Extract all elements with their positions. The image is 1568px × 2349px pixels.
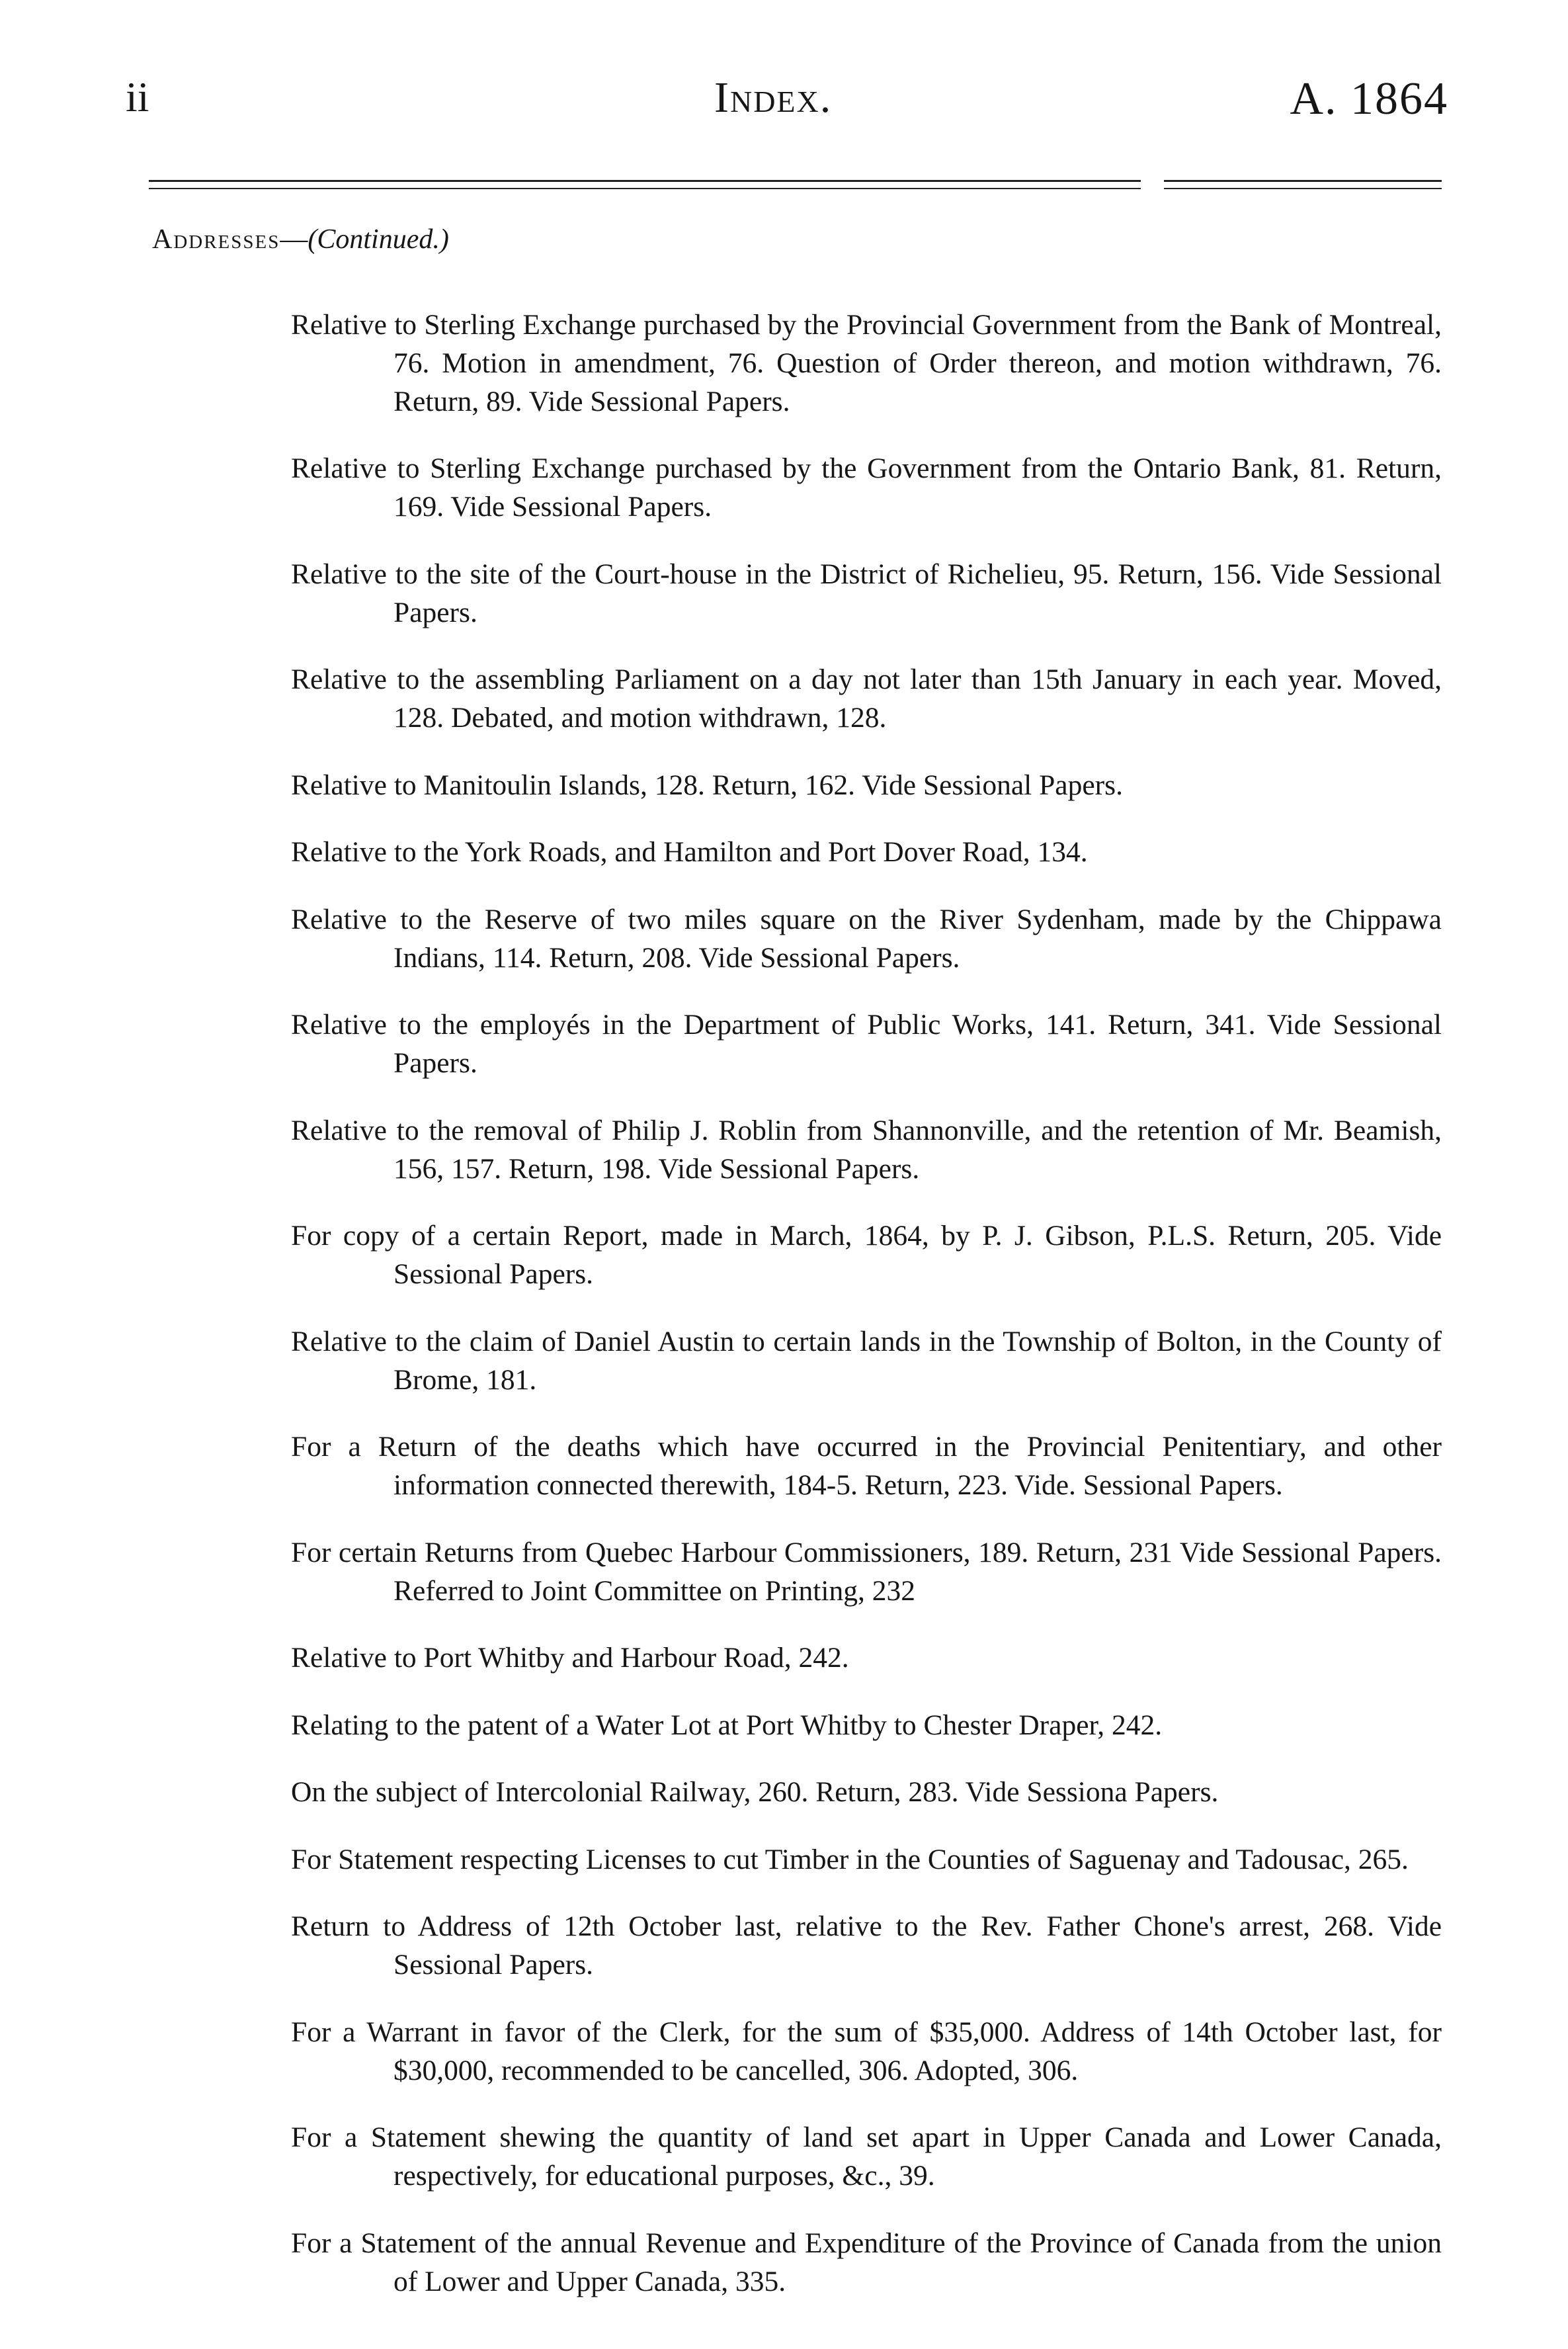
page-title: Index. bbox=[714, 73, 833, 122]
index-entry: Relative to the claim of Daniel Austin to certain lands in the Township of Bolton, in the County of Brome, 181. bbox=[291, 1325, 1442, 1396]
index-entry: Return to Address of 12th October last, relative to the Rev. Father Chone's arrest, 268. Vide Sessional Papers. bbox=[291, 1910, 1442, 1981]
index-entry: Relative to the Reserve of two miles square on the River Sydenham, made by the Chippawa Indians, 114. Return, 208. Vide Sessional Papers. bbox=[291, 903, 1442, 974]
index-entry: For a Statement shewing the quantity of land set apart in Upper Canada and Lower Canada, respectively, for educational purposes, &c., 39. bbox=[291, 2121, 1442, 2192]
index-entry: Relative to Manitoulin Islands, 128. Return, 162. Vide Sessional Papers. bbox=[291, 769, 1123, 801]
index-entries bbox=[291, 277, 1442, 2324]
index-entry: For copy of a certain Report, made in March, 1864, by P. J. Gibson, P.L.S. Return, 205. Vide Sessional Papers. bbox=[291, 1220, 1442, 1290]
index-entry: Relative to the site of the Court-house in the District of Richelieu, 95. Return, 156. Vide Sessional Papers. bbox=[291, 558, 1442, 628]
section-heading: Addresses—(Continued.) bbox=[152, 224, 449, 255]
index-entry: Relative to Sterling Exchange purchased by the Government from the Ontario Bank, 81. Return, 169. Vide Sessional Papers. bbox=[291, 452, 1442, 523]
index-entry: For a Statement of the annual Revenue and Expenditure of the Province of Canada from the union of Lower and Upper Canada, 335. bbox=[291, 2227, 1442, 2297]
year-label: A. 1864 bbox=[1290, 73, 1448, 124]
index-entry: For a Warrant in favor of the Clerk, for the sum of $35,000. Address of 14th October last, for $30,000, recommended to be cancelled, 306. Adopted, 306. bbox=[291, 2016, 1442, 2086]
header-rule-right bbox=[1164, 180, 1442, 189]
index-entry: Relative to the removal of Philip J. Roblin from Shannonville, and the retention of Mr. Beamish, 156, 157. Return, 198. Vide Sessional Papers. bbox=[291, 1114, 1442, 1185]
index-entry: Relative to the employés in the Department of Public Works, 141. Return, 341. Vide Sessional Papers. bbox=[291, 1009, 1442, 1079]
index-entry: Relative to Port Whitby and Harbour Road, 242. bbox=[291, 1642, 849, 1674]
index-entry: Relating to the patent of a Water Lot at Port Whitby to Chester Draper, 242. bbox=[291, 1709, 1163, 1741]
page-header bbox=[126, 73, 1448, 152]
index-entry: For a Return of the deaths which have occurred in the Provincial Penitentiary, and other information connected therewith, 184-5. Return, 223. Vide. Sessional Papers. bbox=[291, 1431, 1442, 1501]
section-heading-label: Addresses bbox=[152, 224, 280, 255]
index-entry: On the subject of Intercolonial Railway, 260. Return, 283. Vide Sessiona Papers. bbox=[291, 1776, 1219, 1808]
index-entry: Relative to the York Roads, and Hamilton and Port Dover Road, 134. bbox=[291, 836, 1088, 868]
index-entry: For certain Returns from Quebec Harbour Commissioners, 189. Return, 231 Vide Sessional Papers. Referred to Joint Committee on Printing, 232 bbox=[291, 1536, 1442, 1607]
section-continued-label: (Continued.) bbox=[308, 224, 449, 255]
header-rule-left bbox=[149, 180, 1141, 189]
index-entry: Relative to Sterling Exchange purchased by the Provincial Government from the Bank of Montreal, 76. Motion in amendment, 76. Question of Order thereon, and motion withdrawn, 76. Return, 89. Vide Sessional Papers. bbox=[291, 308, 1442, 417]
page-number: ii bbox=[126, 73, 149, 120]
index-entry: Relative to the assembling Parliament on a day not later than 15th January in each year. Moved, 128. Debated, and motion withdrawn, 128. bbox=[291, 663, 1442, 734]
index-entry: For Statement respecting Licenses to cut Timber in the Counties of Saguenay and Tadousac, 265. bbox=[291, 1843, 1409, 1875]
